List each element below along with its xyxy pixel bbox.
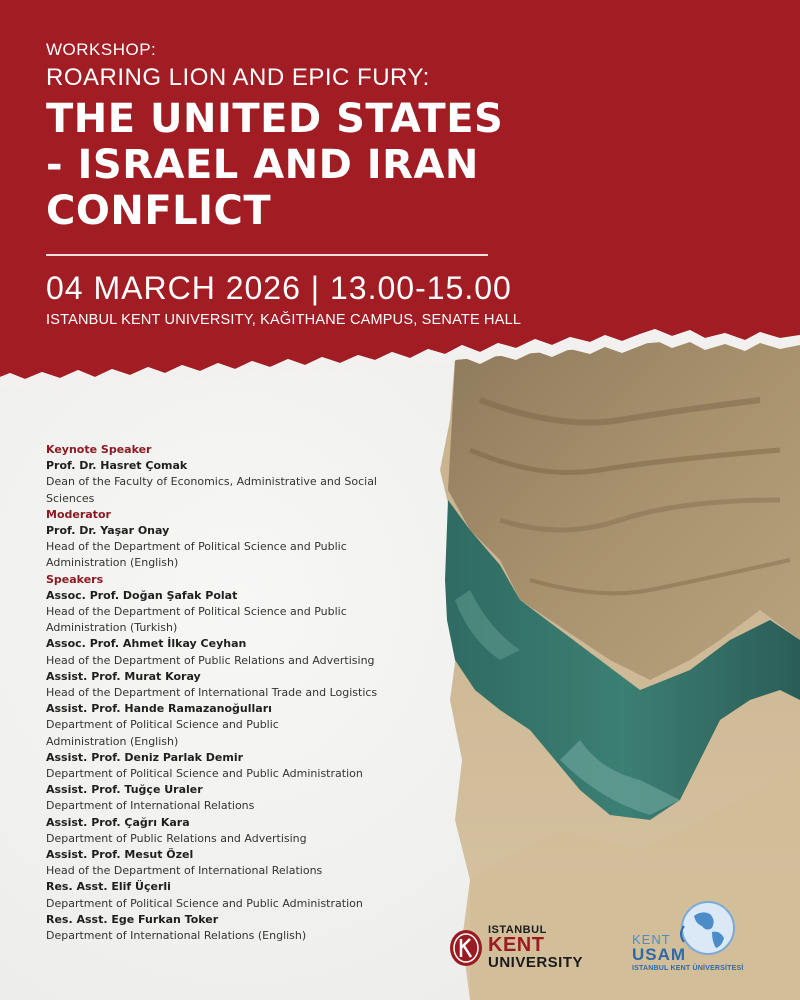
keynote-name: Prof. Dr. Hasret Çomak — [46, 459, 188, 473]
speaker-item — [46, 750, 426, 782]
moderator-label: Moderator — [46, 507, 111, 521]
kent-logo-line1: ISTANBUL — [488, 924, 547, 936]
speaker-item — [46, 588, 426, 637]
speaker-name: Assist. Prof. Hande Ramazanoğulları — [46, 702, 272, 716]
speaker-item — [46, 912, 426, 944]
kent-university-logo — [448, 920, 608, 980]
kent-logo-line2: KENT — [488, 934, 545, 956]
speaker-name: Assoc. Prof. Ahmet İlkay Ceyhan — [46, 637, 247, 651]
kent-usam-logo — [632, 898, 792, 988]
workshop-title: THE UNITED STATES - ISRAEL AND IRAN CONFLICT — [46, 96, 504, 234]
speaker-name: Assist. Prof. Çağrı Kara — [46, 815, 190, 829]
speaker-item — [46, 701, 426, 750]
usam-logo-line3: ISTANBUL KENT ÜNİVERSİTESİ — [632, 965, 744, 972]
speaker-role: Head of the Department of Public Relations and Advertising — [46, 653, 375, 667]
event-venue: ISTANBUL KENT UNIVERSITY, KAĞITHANE CAMPUS, SENATE HALL — [46, 312, 522, 328]
speaker-name: Assist. Prof. Deniz Parlak Demir — [46, 750, 244, 764]
speaker-item — [46, 669, 426, 701]
speaker-name: Res. Asst. Ege Furkan Toker — [46, 912, 219, 926]
speaker-list — [46, 588, 426, 944]
event-date-time: 04 MARCH 2026 | 13.00-15.00 — [46, 270, 512, 306]
speaker-role: Department of Political Science and Public Administration — [46, 767, 363, 781]
speaker-role: Department of Public Relations and Advertising — [46, 831, 307, 845]
speaker-item — [46, 847, 426, 879]
speaker-item — [46, 636, 426, 668]
speaker-name: Res. Asst. Elif Üçerli — [46, 880, 171, 894]
speaker-program — [46, 442, 426, 944]
keynote-label: Keynote Speaker — [46, 443, 152, 456]
usam-logo-line1: KENT — [632, 932, 671, 947]
speaker-role: Head of the Department of Political Science and Public Administration (Turkish) — [46, 605, 347, 635]
speaker-role: Department of International Relations (English) — [46, 929, 307, 943]
usam-logo-line2: USAM — [632, 945, 687, 964]
speaker-role: Head of the Department of International Relations — [46, 864, 323, 878]
poster-header — [46, 40, 766, 234]
speakers-label: Speakers — [46, 572, 104, 586]
moderator-name: Prof. Dr. Yaşar Onay — [46, 524, 170, 538]
speaker-item — [46, 782, 426, 814]
workshop-kicker: WORKSHOP: — [46, 40, 157, 59]
speaker-name: Assoc. Prof. Doğan Şafak Polat — [46, 588, 238, 602]
speaker-role: Head of the Department of International Trade and Logistics — [46, 686, 378, 700]
speaker-role: Department of Political Science and Public Administration — [46, 896, 363, 910]
speaker-role: Department of Political Science and Public Administration (English) — [46, 718, 279, 748]
speaker-name: Assist. Prof. Tuğçe Uraler — [46, 783, 203, 797]
kent-logo-line3: UNIVERSITY — [488, 954, 584, 971]
keynote-role: Dean of the Faculty of Economics, Administrative and Social Sciences — [46, 475, 377, 505]
moderator-role: Head of the Department of Political Science and Public Administration (English) — [46, 540, 347, 570]
speaker-name: Assist. Prof. Murat Koray — [46, 669, 201, 683]
speaker-role: Department of International Relations — [46, 799, 255, 813]
kent-university-emblem-icon — [448, 928, 484, 968]
speaker-item — [46, 815, 426, 847]
header-divider — [46, 254, 488, 256]
workshop-subtitle: ROARING LION AND EPIC FURY: — [46, 64, 430, 91]
speaker-item — [46, 879, 426, 911]
speaker-name: Assist. Prof. Mesut Özel — [46, 848, 194, 862]
kent-university-wordmark — [488, 924, 583, 971]
